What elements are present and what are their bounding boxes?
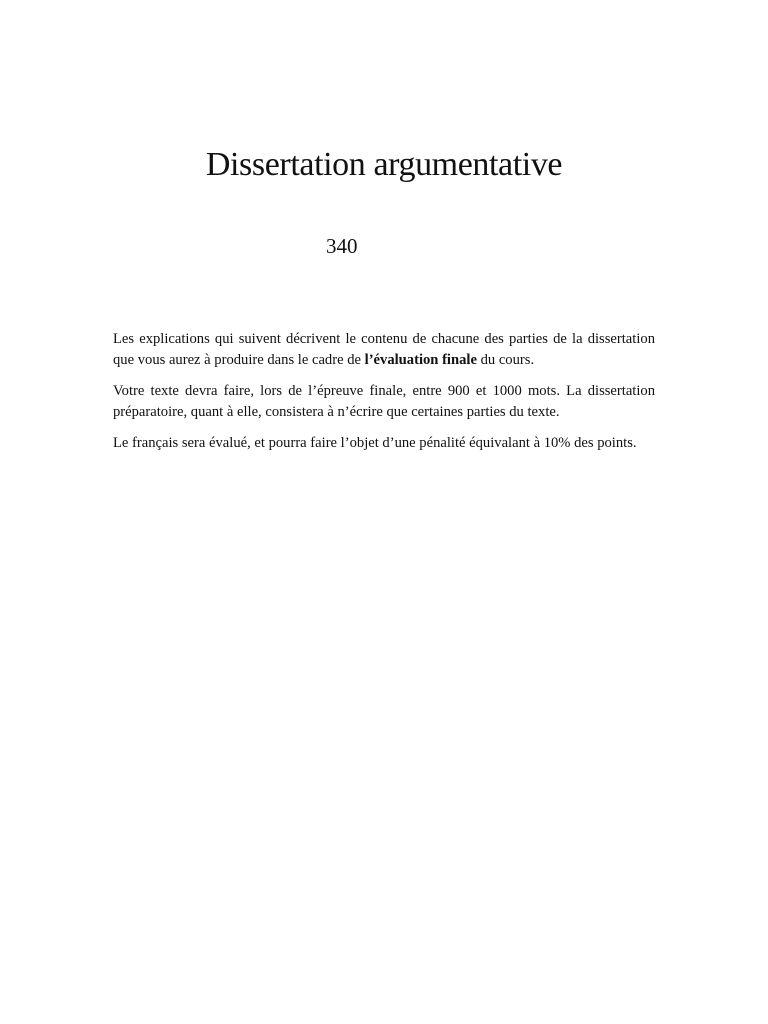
length-paragraph: Votre texte devra faire, lors de l’épreuve finale, entre 900 et 1000 mots. La dissertation préparatoire, quant à elle, consistera à n’écrire que certaines parties du texte.	[113, 383, 655, 420]
document-body	[113, 329, 655, 464]
intro-text-start: Les explications qui suivent décrivent le contenu de chacune des parties de la dissertation que vous aurez à produire dans le cadre de	[113, 331, 655, 368]
intro-emphasis: l’évaluation finale	[364, 352, 477, 368]
intro-text-end: du cours.	[476, 352, 535, 368]
intro-paragraph	[113, 329, 655, 371]
language-paragraph: Le français sera évalué, et pourra faire l’objet d’une pénalité équivalant à 10% des points.	[113, 435, 637, 451]
document-title: Dissertation argumentative	[205, 146, 563, 183]
course-number: 340	[326, 234, 358, 258]
